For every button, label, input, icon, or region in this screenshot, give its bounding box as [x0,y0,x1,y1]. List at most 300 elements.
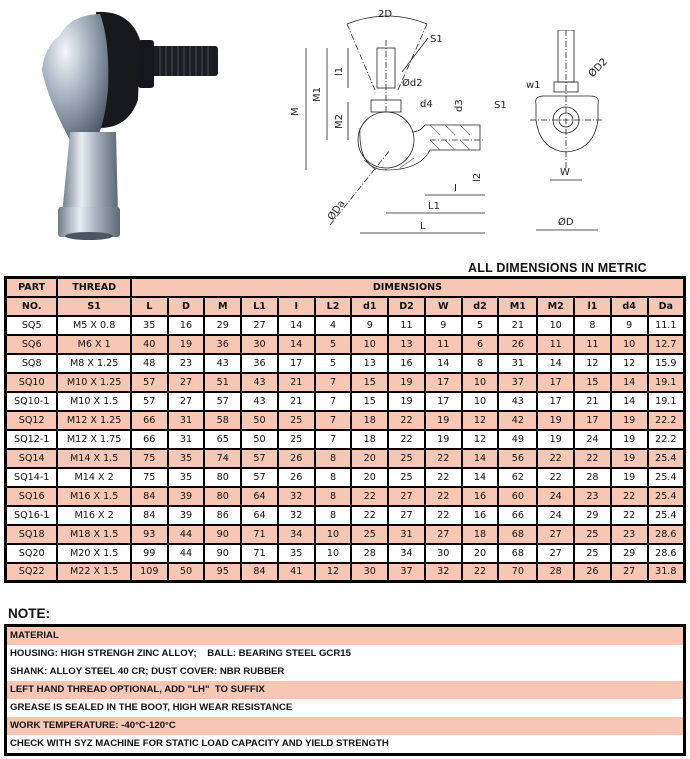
column-header: W [425,297,462,316]
dimension-cell: 22 [611,506,648,525]
svg-text:M: M [290,107,301,116]
part-number-cell: SQ18 [6,525,58,544]
dimension-cell: 66 [131,430,168,449]
dimension-cell: 65 [204,430,241,449]
dimension-cell: 29 [574,506,611,525]
thread-cell: M5 X 0.8 [57,316,131,335]
dimension-cell: 22 [388,430,425,449]
dimension-cell: 14 [611,373,648,392]
dimension-cell: 71 [241,525,278,544]
part-number-cell: SQ16-1 [6,506,58,525]
dimension-cell: 15.9 [648,354,685,373]
dimension-cell: 80 [204,487,241,506]
dimensions-header: DIMENSIONS [131,278,685,297]
dimension-cell: 58 [204,411,241,430]
dimension-cell: 37 [498,373,537,392]
dimension-cell: 22 [425,449,462,468]
column-header: d2 [462,297,499,316]
dimension-cell: 5 [315,354,352,373]
part-number-cell: SQ12-1 [6,430,58,449]
dimension-cell: 64 [241,487,278,506]
dimension-cell: 41 [278,563,315,582]
dimension-cell: 11 [425,335,462,354]
dimension-cell: 49 [498,430,537,449]
dimension-cell: 44 [168,525,205,544]
column-header: NO. [6,297,58,316]
dimension-cell: 18 [462,525,499,544]
dimension-cell: 28.6 [648,525,685,544]
dimension-cell: 14 [462,449,499,468]
dimension-cell: 39 [168,487,205,506]
dimension-cell: 31 [498,354,537,373]
dimension-cell: 74 [204,449,241,468]
dimensions-table [4,276,686,583]
dimension-cell: 27 [388,487,425,506]
dimension-cell: 28 [574,468,611,487]
dimension-cell: 25 [278,411,315,430]
dimension-cell: 32 [425,563,462,582]
dimension-cell: 19 [388,392,425,411]
thread-cell: M22 X 1.5 [57,563,131,582]
dimension-cell: 7 [315,392,352,411]
part-number-cell: SQ12 [6,411,58,430]
svg-text:I: I [454,183,457,194]
dimension-cell: 84 [131,487,168,506]
table-row [6,335,685,354]
dimension-cell: 30 [425,544,462,563]
thread-cell: M8 X 1.25 [57,354,131,373]
note-row: HOUSING: HIGH STRENGH ZINC ALLOY; BALL: BEARING STEEL GCR15 [10,648,351,659]
dimension-cell: 12 [462,411,499,430]
technical-drawing-side-view [280,0,520,255]
table-row [6,392,685,411]
dimension-cell: 32 [278,487,315,506]
dimension-cell: 20 [462,544,499,563]
dimension-cell: 12 [462,430,499,449]
dimension-cell: 27 [388,506,425,525]
dimension-cell: 18 [351,411,388,430]
dimension-cell: 27 [168,392,205,411]
dimension-cell: 27 [168,373,205,392]
dimension-cell: 13 [351,354,388,373]
dimension-cell: 9 [425,316,462,335]
part-number-cell: SQ10-1 [6,392,58,411]
dimension-cell: 56 [498,449,537,468]
header-row-2 [6,297,685,316]
column-header: I [278,297,315,316]
dimension-cell: 22 [537,449,574,468]
dimension-cell: 10 [537,316,574,335]
svg-text:M1: M1 [312,87,323,102]
dimension-cell: 11 [574,335,611,354]
column-header: M1 [498,297,537,316]
dimension-cell: 11 [537,335,574,354]
dimension-cell: 25.4 [648,506,685,525]
dimension-cell: 27 [241,316,278,335]
thread-cell: M18 X 1.5 [57,525,131,544]
thread-cell: M6 X 1 [57,335,131,354]
dimension-cell: 19 [425,430,462,449]
note-row: LEFT HAND THREAD OPTIONAL, ADD "LH" TO SUFFIX [7,681,683,699]
dimension-cell: 43 [241,392,278,411]
svg-text:Ød2: Ød2 [402,78,423,89]
dimension-cell: 22 [537,468,574,487]
dimension-cell: 10 [315,525,352,544]
dimension-cell: 7 [315,373,352,392]
dimension-cell: 57 [131,373,168,392]
svg-text:l1: l1 [334,66,345,76]
dimension-cell: 13 [388,335,425,354]
thread-cell: M10 X 1.25 [57,373,131,392]
thread-cell: M16 X 2 [57,506,131,525]
dimension-cell: 60 [498,487,537,506]
dimension-cell: 99 [131,544,168,563]
dimension-cell: 26 [574,563,611,582]
dimension-cell: 16 [388,354,425,373]
dimension-cell: 27 [611,563,648,582]
column-header: d1 [351,297,388,316]
dimension-cell: 17 [425,373,462,392]
thread-cell: M12 X 1.25 [57,411,131,430]
dimension-cell: 16 [462,506,499,525]
dimension-cell: 19.1 [648,373,685,392]
note-row: GREASE IS SEALED IN THE BOOT, HIGH WEAR RESISTANCE [10,702,293,713]
dimension-cell: 12 [315,563,352,582]
note-row: WORK TEMPERATURE: -40°C-120°C [7,717,683,735]
note-row: CHECK WITH SYZ MACHINE FOR STATIC LOAD CAPACITY AND YIELD STRENGTH [10,738,389,749]
dimension-cell: 14 [537,354,574,373]
dimension-cell: 70 [498,563,537,582]
table-row [6,354,685,373]
dimension-cell: 29 [204,316,241,335]
dimension-cell: 11 [388,316,425,335]
table-body [6,316,685,582]
part-number-cell: SQ20 [6,544,58,563]
thread-header: THREAD [57,278,131,297]
dimension-cell: 86 [204,506,241,525]
note-row: SHANK: ALLOY STEEL 40 CR; DUST COVER: NBR RUBBER [10,666,285,677]
dimension-cell: 22 [351,506,388,525]
dimension-cell: 62 [498,468,537,487]
dimension-cell: 34 [278,525,315,544]
dimension-cell: 14 [278,316,315,335]
dimension-cell: 26 [498,335,537,354]
column-header: L1 [241,297,278,316]
dimension-cell: 57 [204,392,241,411]
dimension-cell: 8 [574,316,611,335]
dimension-cell: 28.6 [648,544,685,563]
column-header: M2 [537,297,574,316]
dimension-cell: 35 [168,449,205,468]
svg-text:W: W [560,167,570,178]
dimension-cell: 90 [204,544,241,563]
svg-text:M2: M2 [334,114,345,129]
dimension-cell: 43 [498,392,537,411]
dimension-cell: 20 [351,468,388,487]
dimension-cell: 19 [425,411,462,430]
dimension-cell: 22.2 [648,430,685,449]
dimension-cell: 30 [241,335,278,354]
dimension-cell: 22 [574,449,611,468]
svg-text:L1: L1 [428,201,440,212]
dimension-cell: 43 [204,354,241,373]
dimension-cell: 22 [425,487,462,506]
dimension-cell: 28 [351,544,388,563]
part-number-cell: SQ14 [6,449,58,468]
dimension-cell: 32 [278,506,315,525]
dimension-cell: 25.4 [648,487,685,506]
thread-cell: M16 X 1.5 [57,487,131,506]
table-row [6,487,685,506]
technical-drawing-front-view [520,30,630,250]
dimension-cell: 66 [498,506,537,525]
table-row [6,468,685,487]
svg-text:ØD: ØD [558,217,574,228]
dimension-cell: 24 [537,487,574,506]
table-row [6,544,685,563]
dimension-cell: 6 [462,335,499,354]
thread-cell: M12 X 1.75 [57,430,131,449]
dimension-cell: 15 [351,373,388,392]
dimension-cell: 14 [278,335,315,354]
dimension-cell: 24 [574,430,611,449]
table-row [6,373,685,392]
table-row [6,563,685,582]
dimension-cell: 90 [204,525,241,544]
product-photo [0,0,280,255]
thread-cell: M20 X 1.5 [57,544,131,563]
thread-cell: M10 X 1.5 [57,392,131,411]
column-header: M [204,297,241,316]
dimension-cell: 22 [425,468,462,487]
svg-text:S1: S1 [494,100,507,111]
table-row [6,449,685,468]
dimension-cell: 75 [131,449,168,468]
dimension-cell: 19 [611,449,648,468]
dimension-cell: 25.4 [648,449,685,468]
dimension-cell: 27 [537,525,574,544]
dimension-cell: 22 [611,487,648,506]
dimension-cell: 5 [315,335,352,354]
dimension-cell: 84 [241,563,278,582]
dimension-cell: 10 [351,335,388,354]
dimension-cell: 50 [241,411,278,430]
table-row [6,411,685,430]
dimension-cell: 34 [388,544,425,563]
dimension-cell: 27 [537,544,574,563]
dimension-cell: 8 [315,449,352,468]
dimension-cell: 9 [611,316,648,335]
dimension-cell: 22 [462,563,499,582]
dimension-cell: 25 [388,449,425,468]
dimension-cell: 44 [168,544,205,563]
dimension-cell: 21 [498,316,537,335]
dimension-cell: 7 [315,430,352,449]
part-header: PART [6,278,58,297]
part-number-cell: SQ14-1 [6,468,58,487]
dimension-cell: 17 [425,392,462,411]
dimension-cell: 8 [315,487,352,506]
dimension-cell: 22 [351,487,388,506]
material-heading: MATERIAL [7,627,683,645]
dimension-cell: 22.2 [648,411,685,430]
dimension-cell: 9 [351,316,388,335]
dimension-cell: 29 [611,544,648,563]
dimension-cell: 35 [131,316,168,335]
dimension-cell: 31 [168,430,205,449]
dimension-cell: 25.4 [648,468,685,487]
dimension-cell: 20 [351,449,388,468]
dimension-cell: 26 [278,449,315,468]
dimension-cell: 31.8 [648,563,685,582]
dimension-cell: 36 [204,335,241,354]
dimension-cell: 17 [574,411,611,430]
column-header: L [131,297,168,316]
dimension-cell: 84 [131,506,168,525]
column-header: S1 [57,297,131,316]
dimension-cell: 109 [131,563,168,582]
dimension-cell: 19 [611,468,648,487]
dimension-cell: 68 [498,525,537,544]
part-number-cell: SQ10 [6,373,58,392]
column-header: d4 [611,297,648,316]
dimension-cell: 17 [537,392,574,411]
dimension-cell: 19 [388,373,425,392]
dimension-cell: 25 [574,544,611,563]
dimension-cell: 10 [462,373,499,392]
dimension-cell: 15 [351,392,388,411]
dimension-cell: 75 [131,468,168,487]
dimension-cell: 10 [611,335,648,354]
column-header: D2 [388,297,425,316]
part-number-cell: SQ22 [6,563,58,582]
dimension-cell: 64 [241,506,278,525]
dimension-cell: 12 [611,354,648,373]
dimension-cell: 37 [388,563,425,582]
dimension-cell: 8 [315,468,352,487]
dimension-cell: 11.1 [648,316,685,335]
dimension-cell: 23 [611,525,648,544]
dimension-cell: 21 [574,392,611,411]
dimension-cell: 48 [131,354,168,373]
dimension-cell: 12.7 [648,335,685,354]
dimension-cell: 22 [388,411,425,430]
dimension-cell: 21 [278,392,315,411]
svg-text:d3: d3 [454,99,465,112]
dimension-cell: 66 [131,411,168,430]
dimension-cell: 40 [131,335,168,354]
dimension-cell: 17 [537,373,574,392]
dimension-cell: 42 [498,411,537,430]
dimension-cell: 25 [278,430,315,449]
svg-text:ØDa: ØDa [326,198,348,223]
table-row [6,525,685,544]
dimension-cell: 80 [204,468,241,487]
column-header: Da [648,297,685,316]
dimension-cell: 5 [462,316,499,335]
dimension-cell: 19 [611,411,648,430]
dimension-cell: 35 [168,468,205,487]
dimension-cell: 23 [168,354,205,373]
dimension-cell: 68 [498,544,537,563]
dimension-cell: 12 [574,354,611,373]
dimension-cell: 21 [278,373,315,392]
dimension-cell: 10 [315,544,352,563]
dimension-cell: 51 [204,373,241,392]
table-row [6,430,685,449]
dimension-cell: 8 [462,354,499,373]
svg-text:d4: d4 [420,99,433,110]
dimension-cell: 24 [537,506,574,525]
dimension-cell: 7 [315,411,352,430]
dimension-cell: 30 [351,563,388,582]
dimension-cell: 14 [462,468,499,487]
dimension-cell: 28 [537,563,574,582]
dimension-cell: 27 [425,525,462,544]
dimension-cell: 4 [315,316,352,335]
table-row [6,506,685,525]
dimension-cell: 17 [278,354,315,373]
dimension-cell: 14 [611,392,648,411]
dimension-cell: 19 [168,335,205,354]
part-number-cell: SQ8 [6,354,58,373]
dimension-cell: 10 [462,392,499,411]
dimension-cell: 16 [462,487,499,506]
dimension-cell: 50 [168,563,205,582]
svg-text:w1: w1 [526,80,541,91]
part-number-cell: SQ16 [6,487,58,506]
dimension-cell: 43 [241,373,278,392]
dimension-cell: 31 [168,411,205,430]
dimension-cell: 25 [351,525,388,544]
notes-box [4,624,686,756]
dimension-cell: 15 [574,373,611,392]
dimension-cell: 95 [204,563,241,582]
dimension-cell: 39 [168,506,205,525]
dimension-cell: 19 [611,430,648,449]
dimension-cell: 22 [425,506,462,525]
dimension-cell: 26 [278,468,315,487]
part-number-cell: SQ5 [6,316,58,335]
dimension-cell: 19 [537,430,574,449]
dimension-cell: 57 [131,392,168,411]
dimension-cell: 19 [537,411,574,430]
svg-text:L: L [420,221,426,232]
dimension-cell: 23 [574,487,611,506]
table-row [6,316,685,335]
column-header: l1 [574,297,611,316]
svg-text:ØD2: ØD2 [586,56,610,80]
svg-text:l2: l2 [472,172,483,182]
dimension-cell: 31 [388,525,425,544]
column-header: D [168,297,205,316]
dimension-cell: 14 [425,354,462,373]
metric-caption: ALL DIMENSIONS IN METRIC [468,261,647,275]
dimension-cell: 71 [241,544,278,563]
dimension-cell: 50 [241,430,278,449]
notes-title: NOTE: [8,606,50,621]
dimension-cell: 25 [574,525,611,544]
dimension-cell: 57 [241,449,278,468]
dimension-cell: 57 [241,468,278,487]
svg-text:2D: 2D [378,9,393,20]
dimension-cell: 36 [241,354,278,373]
column-header: L2 [315,297,352,316]
dimension-cell: 35 [278,544,315,563]
thread-cell: M14 X 2 [57,468,131,487]
dimension-cell: 25 [388,468,425,487]
dimension-cell: 19.1 [648,392,685,411]
